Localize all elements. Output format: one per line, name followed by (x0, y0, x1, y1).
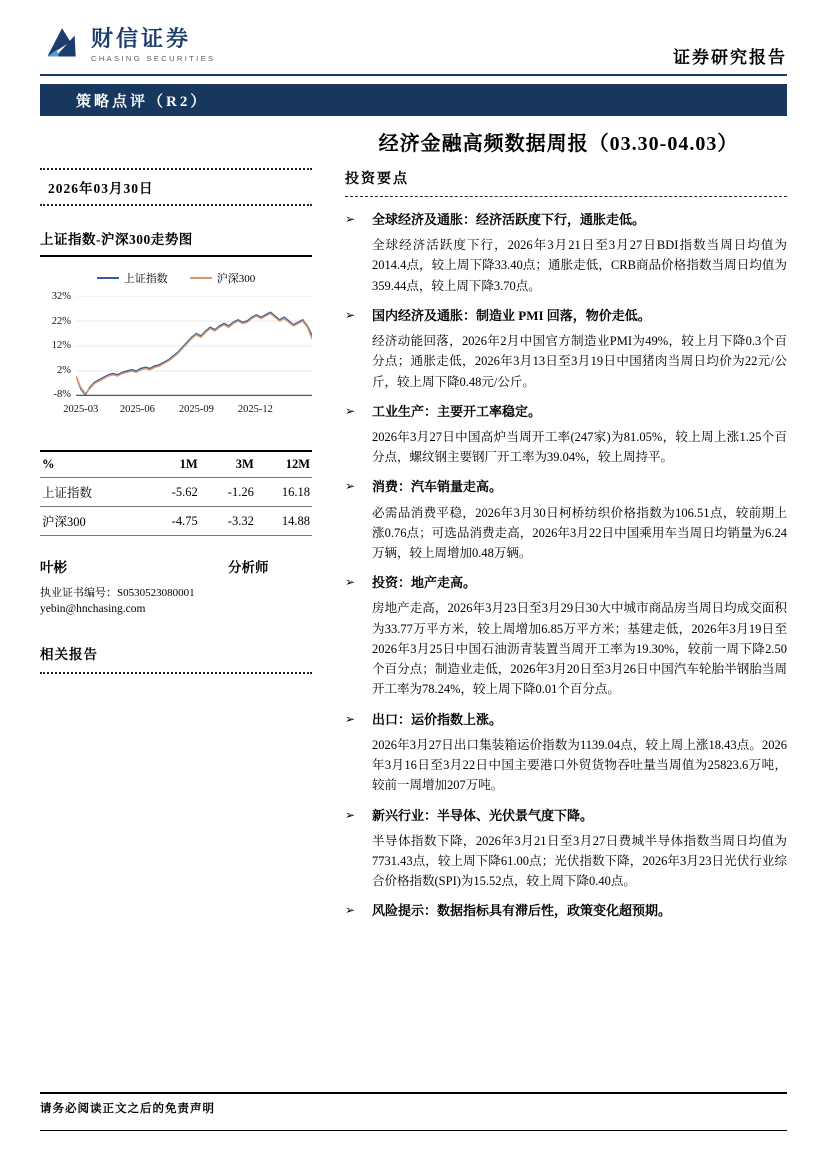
investment-points-heading: 投资要点 (345, 168, 787, 197)
legend-label: 上证指数 (123, 273, 168, 285)
investment-point-body: 全球经济活跃度下行，2026年3月21日至3月27日BDI指数当周日均值为2014.4点，较上周下降33.40点；通胀走低，CRB商品价格指数当周日均值为359.44点，较上周下降3.70点。 (372, 238, 787, 293)
cell-value: -1.26 (227, 484, 254, 499)
investment-point (345, 402, 787, 468)
arrow-bullet-icon (345, 573, 372, 593)
table-header-row (40, 451, 312, 478)
table-row (40, 507, 312, 536)
cell-value: -3.32 (227, 513, 254, 528)
legend-item-csi300 (190, 270, 256, 286)
company-logo-icon (40, 24, 82, 66)
investment-point-body: 房地产走高，2026年3月23日至3月29日30大中城市商品房当周日均成交面积为33.77万平方米，较上周增加6.85万平方米；基建走低，2026年3月19日至2026年3月25日中国石油沥青装置当周开工率为19.30%，较前一周下降2.50个百分点；制造业走低，2026年3月20日至3月26日中国汽车轮胎半钢胎当周开工率为78.24%，较上周下降0.01个百分点。 (372, 601, 787, 697)
table-row (40, 478, 312, 507)
investment-point-heading (345, 210, 787, 230)
investment-point-title: 工业生产：主要开工率稳定。 (372, 403, 542, 419)
investment-point-heading (345, 710, 787, 730)
report-date: 2026年03月30日 (40, 168, 312, 206)
performance-table (40, 450, 312, 536)
y-tick: 12% (51, 340, 71, 351)
y-tick: 32% (51, 291, 71, 302)
investment-point-heading (345, 477, 787, 497)
row-label: 沪深300 (42, 515, 86, 529)
main-content (345, 168, 787, 932)
analyst-cert: 执业证书编号：S0530523080001 (40, 587, 195, 599)
investment-point-heading (345, 901, 787, 921)
arrow-bullet-icon (345, 402, 372, 422)
cell-value: 16.18 (281, 484, 310, 499)
analyst-email: yebin@hnchasing.com (40, 603, 146, 615)
csi300-line-swatch-icon (190, 277, 212, 279)
report-title: 经济金融高频数据周报（03.30-04.03） (378, 133, 739, 155)
x-tick: 2025-12 (237, 404, 273, 415)
arrow-bullet-icon (345, 710, 372, 730)
investment-point (345, 573, 787, 699)
investment-point-heading (345, 306, 787, 326)
arrow-bullet-icon (345, 901, 372, 921)
cell-value: -4.75 (171, 513, 198, 528)
category-banner: 策略点评（R2） (40, 84, 787, 116)
investment-point-body: 必需品消费平稳，2026年3月30日柯桥纺织价格指数为106.51点，较前期上涨0.76点；可选品消费走高，2026年3月22日中国乘用车当周日均销量为6.24万辆，较上周增加0.48万辆。 (372, 505, 787, 561)
investment-point (345, 306, 787, 392)
cell-value: -5.62 (171, 484, 198, 499)
investment-point-body: 半导体指数下降，2026年3月21日至3月27日费城半导体指数当周日均值为7731.43点，较上周下降61.00点；光伏指数下降，2026年3月23日光伏行业综合价格指数(SPI)为15.52点，较上周下降0.40点。 (372, 833, 787, 889)
investment-point-title: 消费：汽车销量走高。 (372, 479, 503, 495)
arrow-bullet-icon (345, 806, 372, 826)
cell-value: 14.88 (281, 513, 310, 528)
page-header (40, 12, 787, 70)
investment-point-body: 2026年3月27日中国高炉当周开工率(247家)为81.05%，较上周上涨1.25个百分点，螺纹钢主要钢厂开工率为39.04%，较上周持平。 (372, 429, 787, 465)
investment-point (345, 901, 787, 921)
index-chart (40, 270, 312, 420)
header-rule (40, 74, 787, 76)
sidebar (40, 168, 312, 674)
chart-legend (40, 270, 312, 286)
line-chart-plot (76, 296, 312, 396)
investment-point-heading (345, 806, 787, 826)
investment-point-title: 国内经济及通胀：制造业 PMI 回落，物价走低。 (372, 307, 651, 323)
investment-point-heading (345, 573, 787, 593)
column-header: 3M (235, 457, 254, 471)
y-tick: 22% (51, 315, 71, 327)
analyst-name: 叶彬 (40, 560, 67, 575)
footer-rule (40, 1092, 787, 1094)
legend-item-sse (97, 270, 168, 286)
investment-point-heading (345, 402, 787, 422)
column-header: 12M (285, 457, 310, 471)
y-tick: -8% (53, 389, 71, 400)
disclaimer-text: 请务必阅读正文之后的免责声明 (40, 1103, 215, 1115)
investment-point (345, 806, 787, 892)
investment-point (345, 477, 787, 563)
sse-line-swatch-icon (97, 277, 119, 279)
y-axis-labels (40, 292, 76, 400)
investment-point-body: 2026年3月27日出口集装箱运价指数为1139.04点，较上周上涨18.43点。2026年3月16日至3月22日中国主要港口外贸货物吞吐量当周值为25823.6万吨，较前一周增加207万吨。 (372, 737, 787, 793)
analyst-block (40, 556, 312, 615)
arrow-bullet-icon (345, 477, 372, 497)
arrow-bullet-icon (345, 210, 372, 230)
investment-points-list (345, 210, 787, 922)
investment-point (345, 710, 787, 796)
y-tick: 2% (57, 364, 71, 376)
arrow-bullet-icon (345, 306, 372, 326)
x-tick: 2025-06 (119, 404, 155, 415)
company-logo (40, 20, 215, 70)
investment-point-title: 风险提示：数据指标具有滞后性，政策变化超预期。 (372, 903, 672, 919)
investment-point-body: 经济动能回落，2026年2月中国官方制造业PMI为49%，较上月下降0.3个百分点；通胀走低，2026年3月13日至3月19日中国猪肉当周日均价为22元/公斤，较上周下降0.48元/公斤。 (372, 334, 787, 389)
footer-rule (40, 1130, 787, 1131)
brand-name: 财信证券 (91, 25, 192, 51)
related-reports-heading: 相关报告 (40, 643, 312, 674)
report-type-label: 证券研究报告 (673, 48, 787, 67)
legend-label: 沪深300 (216, 273, 256, 285)
chart-title: 上证指数-沪深300走势图 (40, 228, 312, 257)
row-label: 上证指数 (42, 486, 93, 500)
x-tick: 2025-09 (178, 404, 214, 415)
analyst-role: 分析师 (228, 560, 269, 575)
column-header: % (42, 457, 55, 471)
column-header: 1M (179, 457, 198, 471)
investment-point-title: 出口：运价指数上涨。 (372, 711, 503, 727)
investment-point-title: 全球经济及通胀：经济活跃度下行，通胀走低。 (372, 212, 646, 227)
brand-subtitle: CHASING SECURITIES (91, 54, 216, 64)
investment-point-title: 新兴行业：半导体、光伏景气度下降。 (372, 807, 594, 823)
x-tick: 2025-03 (63, 404, 99, 415)
investment-point (345, 210, 787, 296)
x-axis-labels (63, 404, 312, 420)
investment-point-title: 投资：地产走高。 (372, 575, 477, 591)
